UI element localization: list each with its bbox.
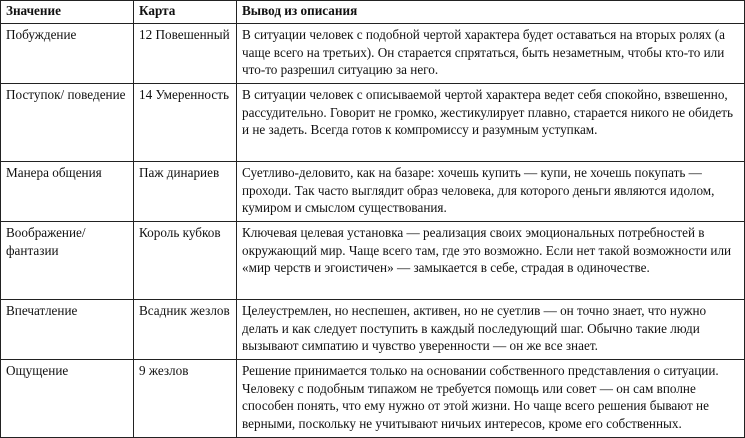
table-row xyxy=(1,222,745,300)
cell-card: 14 Умеренность xyxy=(134,84,237,162)
header-conclusion: Вывод из описания xyxy=(237,1,745,24)
table-row xyxy=(1,300,745,360)
cell-card: Всадник жезлов xyxy=(134,300,237,360)
cell-meaning: Воображение/ фантазии xyxy=(1,222,134,300)
header-card: Карта xyxy=(134,1,237,24)
cell-meaning: Манера общения xyxy=(1,162,134,222)
table-row xyxy=(1,162,745,222)
cell-conclusion: В ситуации человек с описываемой чертой характера ведет себя спокойно, взвешенно, рассудительно. Говорит не громко, жестикулирует плавно, старается никого не обидеть и не задеть. Всегда готов к компромиссу и разумным уступкам. xyxy=(237,84,745,162)
cell-conclusion: В ситуации человек с подобной чертой характера будет оставаться на вторых ролях (а чаще всего на третьих). Он старается спрятаться, быть незаметным, чтобы кто-то или что-то разрешил ситуацию за него. xyxy=(237,24,745,84)
table-header-row xyxy=(1,1,745,24)
cell-meaning: Впечатление xyxy=(1,300,134,360)
table-row xyxy=(1,360,745,438)
table-row xyxy=(1,84,745,162)
cell-conclusion: Суетливо-деловито, как на базаре: хочешь купить — купи, не хочешь покупать — проходи. Так часто выглядит образ человека, для которого деньги являются идолом, кумиром и смыслом существования. xyxy=(237,162,745,222)
cell-card: 9 жезлов xyxy=(134,360,237,438)
cell-conclusion: Ключевая целевая установка — реализация своих эмоциональных потребностей в окружающий мир. Чаще всего там, где это возможно. Если нет такой возможности или «мир черств и эгоистичен» — замыкается в себе, страдая в одиночестве. xyxy=(237,222,745,300)
cell-card: 12 Повешенный xyxy=(134,24,237,84)
cell-card: Паж динариев xyxy=(134,162,237,222)
cell-card: Король кубков xyxy=(134,222,237,300)
cell-conclusion: Решение принимается только на основании собственного представления о ситуации. Человеку с подобным типажом не требуется помощь или совет — он сам вполне способен понять, что ему нужно от этой жизни. Но чаще всего решения бывают не верными, поскольку не учитывают ничьих интересов, кроме его собственных. xyxy=(237,360,745,438)
cell-meaning: Побуждение xyxy=(1,24,134,84)
header-meaning: Значение xyxy=(1,1,134,24)
cell-meaning: Ощущение xyxy=(1,360,134,438)
table-row xyxy=(1,24,745,84)
cell-meaning: Поступок/ поведение xyxy=(1,84,134,162)
cell-conclusion: Целеустремлен, но неспешен, активен, но не суетлив — он точно знает, что нужно делать и как следует поступить в каждый последующий шаг. Обычно такие люди вызывают симпатию и чувство уверенности — он же все знает. xyxy=(237,300,745,360)
